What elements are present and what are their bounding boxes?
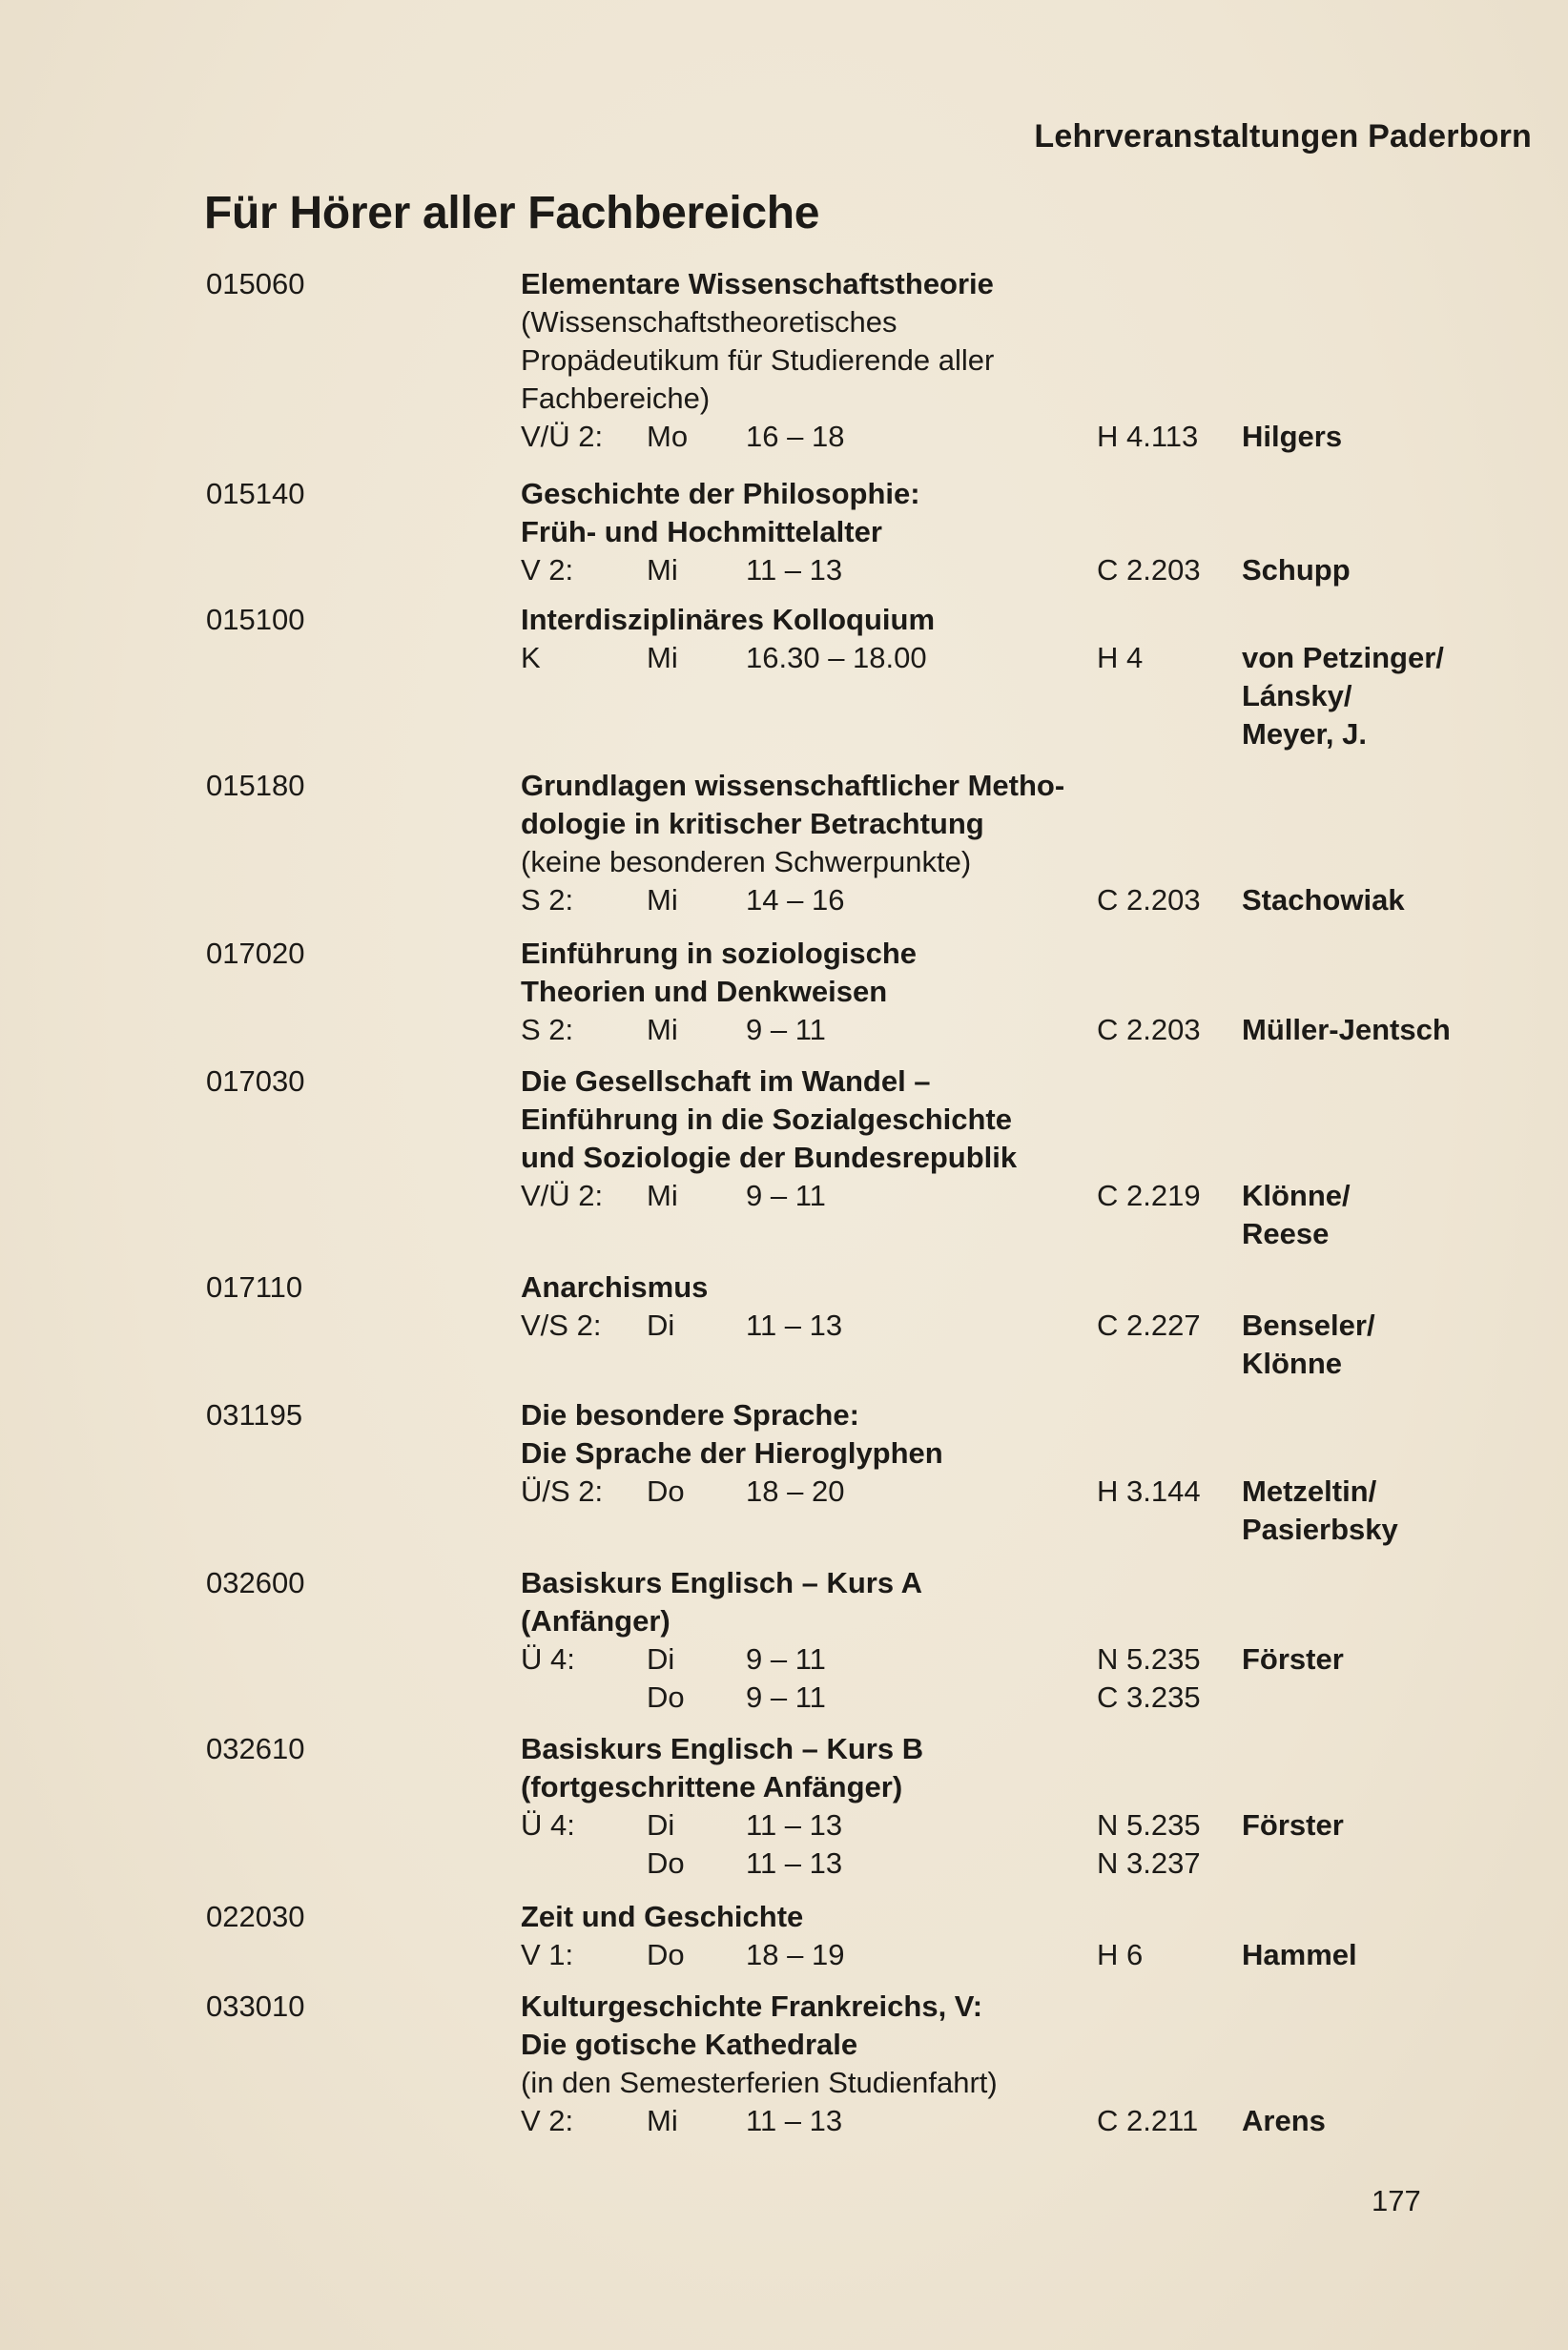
course-time: 9 – 11 xyxy=(746,1179,826,1212)
course-type: V/S 2: xyxy=(521,1309,602,1342)
course-time: 18 – 20 xyxy=(746,1474,845,1508)
course-note-line: (in den Semesterferien Studienfahrt) xyxy=(521,2066,998,2099)
schedule-row xyxy=(521,1806,1201,1845)
lecturer-name: von Petzinger/ xyxy=(1242,641,1444,674)
course-time: 11 – 13 xyxy=(746,2104,843,2137)
course-title-line: (fortgeschrittene Anfänger) xyxy=(521,1770,903,1804)
course-title-line: Interdisziplinäres Kolloquium xyxy=(521,603,936,636)
course-lecturers xyxy=(1242,1307,1375,1383)
schedule-row xyxy=(521,1473,1201,1511)
course-type: V/Ü 2: xyxy=(521,1179,604,1212)
course-lecturers xyxy=(1242,2102,1326,2140)
lecturer-name: Schupp xyxy=(1242,553,1351,587)
course-title-line: Theorien und Denkweisen xyxy=(521,975,888,1008)
course-title-line: dologie in kritischer Betrachtung xyxy=(521,807,984,840)
course-time: 16.30 – 18.00 xyxy=(746,641,927,674)
course-lecturers xyxy=(1242,551,1351,589)
course-lecturers xyxy=(1242,1011,1451,1049)
lecturer-name: Stachowiak xyxy=(1242,883,1405,917)
course-note-line: Propädeutikum für Studierende aller xyxy=(521,343,995,377)
course-day: Di xyxy=(647,1309,675,1342)
course-body xyxy=(521,1268,1201,1345)
schedule-row xyxy=(521,418,1199,456)
course-body xyxy=(521,1730,1201,1883)
course-type: Ü/S 2: xyxy=(521,1474,604,1508)
course-day: Do xyxy=(647,1680,685,1714)
course-note-line: Fachbereiche) xyxy=(521,381,711,415)
course-lecturers xyxy=(1242,881,1405,919)
schedule-row xyxy=(521,1845,1201,1883)
course-room: N 3.237 xyxy=(1097,1846,1201,1880)
course-code: 033010 xyxy=(206,1989,305,2023)
course-time: 14 – 16 xyxy=(746,883,845,917)
course-room: H 3.144 xyxy=(1097,1474,1201,1508)
course-title-line: Die besondere Sprache: xyxy=(521,1398,859,1432)
course-day: Mi xyxy=(647,641,678,674)
lecturer-name: Förster xyxy=(1242,1808,1344,1842)
course-day: Mi xyxy=(647,2104,678,2137)
course-time: 18 – 19 xyxy=(746,1938,845,1971)
course-room: C 2.203 xyxy=(1097,553,1201,587)
course-title-line: Die Gesellschaft im Wandel – xyxy=(521,1064,931,1098)
course-lecturers xyxy=(1242,1806,1344,1845)
course-time: 16 – 18 xyxy=(746,420,845,453)
course-time: 11 – 13 xyxy=(746,1808,843,1842)
course-type: V/Ü 2: xyxy=(521,420,604,453)
lecturer-name: Benseler/ xyxy=(1242,1309,1375,1342)
course-type: Ü 4: xyxy=(521,1808,575,1842)
course-room: H 6 xyxy=(1097,1938,1144,1971)
course-title-line: Einführung in die Sozialgeschichte xyxy=(521,1103,1012,1136)
schedule-row xyxy=(521,2102,1199,2140)
course-type: S 2: xyxy=(521,883,574,917)
course-code: 017110 xyxy=(206,1270,303,1304)
course-title-line: Die Sprache der Hieroglyphen xyxy=(521,1436,943,1470)
course-room: N 5.235 xyxy=(1097,1808,1201,1842)
schedule-row xyxy=(521,1640,1201,1679)
course-room: C 2.211 xyxy=(1097,2104,1199,2137)
course-note-line: (Wissenschaftstheoretisches xyxy=(521,305,897,339)
course-body xyxy=(521,475,1201,589)
course-day: Di xyxy=(647,1642,675,1676)
course-day: Mi xyxy=(647,883,678,917)
course-room: H 4.113 xyxy=(1097,420,1199,453)
course-body xyxy=(521,935,1201,1049)
course-code: 015140 xyxy=(206,477,305,510)
lecturer-name: Hilgers xyxy=(1242,420,1343,453)
course-body xyxy=(521,1062,1201,1215)
course-room: C 2.203 xyxy=(1097,883,1201,917)
course-type: K xyxy=(521,641,541,674)
course-title-line: Elementare Wissenschaftstheorie xyxy=(521,267,994,300)
schedule-row xyxy=(521,551,1201,589)
schedule-row xyxy=(521,1679,1201,1717)
schedule-row xyxy=(521,639,1144,677)
course-day: Mi xyxy=(647,1013,678,1046)
course-day: Do xyxy=(647,1474,685,1508)
lecturer-name: Reese xyxy=(1242,1217,1330,1250)
lecturer-name: Förster xyxy=(1242,1642,1344,1676)
course-code: 031195 xyxy=(206,1398,303,1432)
course-code: 017030 xyxy=(206,1064,305,1098)
course-room: C 3.235 xyxy=(1097,1680,1201,1714)
course-title-line: und Soziologie der Bundesrepublik xyxy=(521,1141,1018,1174)
lecturer-name: Arens xyxy=(1242,2104,1326,2137)
course-type: V 2: xyxy=(521,553,574,587)
lecturer-name: Meyer, J. xyxy=(1242,717,1367,751)
course-time: 9 – 11 xyxy=(746,1013,826,1046)
course-lecturers xyxy=(1242,418,1342,456)
course-title-line: Grundlagen wissenschaftlicher Metho- xyxy=(521,769,1065,802)
course-type: V 1: xyxy=(521,1938,574,1971)
course-lecturers xyxy=(1242,639,1444,753)
course-room: H 4 xyxy=(1097,641,1144,674)
section-title: Für Hörer aller Fachbereiche xyxy=(204,188,820,238)
lecturer-name: Lánsky/ xyxy=(1242,679,1352,712)
course-time: 11 – 13 xyxy=(746,1309,843,1342)
course-body xyxy=(521,1988,1199,2140)
course-lecturers xyxy=(1242,1936,1357,1974)
course-body xyxy=(521,601,1144,677)
course-code: 015060 xyxy=(206,267,305,300)
course-type: V 2: xyxy=(521,2104,574,2137)
course-code: 032610 xyxy=(206,1732,305,1765)
schedule-row xyxy=(521,1936,1144,1974)
schedule-row xyxy=(521,881,1201,919)
course-time: 9 – 11 xyxy=(746,1680,826,1714)
course-title-line: Einführung in soziologische xyxy=(521,937,918,970)
course-body xyxy=(521,1898,1144,1974)
course-code: 015100 xyxy=(206,603,305,636)
course-type: S 2: xyxy=(521,1013,574,1046)
course-time: 9 – 11 xyxy=(746,1642,826,1676)
course-day: Di xyxy=(647,1808,675,1842)
course-room: C 2.219 xyxy=(1097,1179,1201,1212)
course-code: 032600 xyxy=(206,1566,305,1599)
lecturer-name: Pasierbsky xyxy=(1242,1513,1398,1546)
course-body xyxy=(521,265,1199,456)
course-day: Do xyxy=(647,1846,685,1880)
lecturer-name: Müller-Jentsch xyxy=(1242,1013,1451,1046)
lecturer-name: Klönne xyxy=(1242,1347,1343,1380)
course-code: 022030 xyxy=(206,1900,305,1933)
course-room: C 2.203 xyxy=(1097,1013,1201,1046)
course-title-line: Früh- und Hochmittelalter xyxy=(521,515,882,548)
course-body xyxy=(521,1396,1201,1511)
course-title-line: Geschichte der Philosophie: xyxy=(521,477,920,510)
course-title-line: Basiskurs Englisch – Kurs B xyxy=(521,1732,924,1765)
schedule-row xyxy=(521,1177,1201,1215)
course-lecturers xyxy=(1242,1177,1351,1253)
schedule-row xyxy=(521,1307,1201,1345)
course-room: N 5.235 xyxy=(1097,1642,1201,1676)
course-day: Mo xyxy=(647,420,689,453)
course-lecturers xyxy=(1242,1473,1398,1549)
course-lecturers xyxy=(1242,1640,1344,1679)
running-head: Lehrveranstaltungen Paderborn xyxy=(1034,118,1532,155)
lecturer-name: Klönne/ xyxy=(1242,1179,1351,1212)
course-title-line: Basiskurs Englisch – Kurs A xyxy=(521,1566,922,1599)
course-code: 017020 xyxy=(206,937,305,970)
course-title-line: Zeit und Geschichte xyxy=(521,1900,804,1933)
lecturer-name: Hammel xyxy=(1242,1938,1357,1971)
course-day: Mi xyxy=(647,1179,678,1212)
lecturer-name: Metzeltin/ xyxy=(1242,1474,1377,1508)
course-note-line: (keine besonderen Schwerpunkte) xyxy=(521,845,972,878)
course-title-line: (Anfänger) xyxy=(521,1604,671,1638)
course-time: 11 – 13 xyxy=(746,553,843,587)
course-body xyxy=(521,1564,1201,1717)
course-type: Ü 4: xyxy=(521,1642,575,1676)
schedule-row xyxy=(521,1011,1201,1049)
course-day: Do xyxy=(647,1938,685,1971)
course-title-line: Anarchismus xyxy=(521,1270,709,1304)
course-title-line: Kulturgeschichte Frankreichs, V: xyxy=(521,1989,983,2023)
course-code: 015180 xyxy=(206,769,305,802)
course-body xyxy=(521,767,1201,919)
page-number: 177 xyxy=(1372,2184,1421,2217)
course-time: 11 – 13 xyxy=(746,1846,843,1880)
course-day: Mi xyxy=(647,553,678,587)
course-room: C 2.227 xyxy=(1097,1309,1201,1342)
course-title-line: Die gotische Kathedrale xyxy=(521,2028,858,2061)
